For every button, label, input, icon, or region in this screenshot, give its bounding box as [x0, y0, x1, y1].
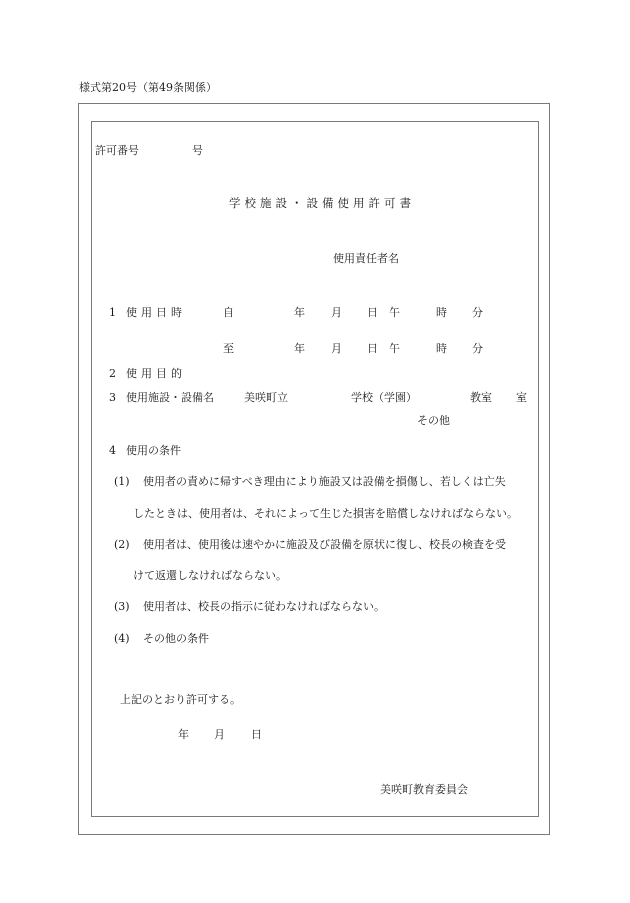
section2-number: 2	[109, 367, 116, 380]
section1-number: 1	[109, 306, 116, 319]
approval-year: 年	[178, 728, 189, 741]
from-month: 月	[331, 306, 342, 319]
other-facility-label: その他	[417, 414, 450, 427]
section1-label: 使用日時	[126, 306, 186, 319]
permit-number-label: 許可番号	[95, 144, 139, 157]
permit-number-suffix: 号	[192, 144, 203, 157]
approval-statement: 上記のとおり許可する。	[120, 693, 241, 706]
from-hour: 時	[436, 306, 447, 319]
to-prefix: 至	[223, 342, 234, 355]
classroom-label: 教室	[470, 391, 492, 404]
form-number-label: 様式第20号（第49条関係）	[79, 81, 217, 94]
condition-3-number: (3)	[114, 600, 130, 613]
condition-4-line1: その他の条件	[143, 632, 209, 645]
condition-2-number: (2)	[114, 538, 130, 551]
condition-2-line2: けて返還しなければならない。	[133, 569, 287, 582]
school-label: 学校（学園）	[351, 391, 417, 404]
from-day: 日	[367, 306, 378, 319]
from-year: 年	[294, 306, 305, 319]
document-title: 学校施設・設備使用許可書	[229, 196, 415, 210]
to-ampm: 午	[389, 342, 400, 355]
to-day: 日	[367, 342, 378, 355]
inner-border	[91, 121, 539, 817]
condition-3-line1: 使用者は、校長の指示に従わなければならない。	[143, 600, 385, 613]
responsible-person-label: 使用責任者名	[333, 252, 399, 265]
town-name: 美咲町立	[244, 391, 288, 404]
section4-label: 使用の条件	[126, 444, 181, 457]
approval-day: 日	[251, 728, 262, 741]
section3-label: 使用施設・設備名	[126, 391, 214, 404]
condition-1-line2: したときは、使用者は、それによって生じた損害を賠償しなければならない。	[133, 507, 518, 520]
condition-4-number: (4)	[114, 632, 130, 645]
room-label: 室	[516, 391, 527, 404]
to-hour: 時	[436, 342, 447, 355]
to-month: 月	[331, 342, 342, 355]
section4-number: 4	[109, 444, 116, 457]
from-ampm: 午	[389, 306, 400, 319]
section3-number: 3	[109, 391, 116, 404]
from-prefix: 自	[223, 306, 234, 319]
issuer-name: 美咲町教育委員会	[380, 783, 468, 796]
condition-1-number: (1)	[114, 475, 130, 488]
condition-1-line1: 使用者の責めに帰すべき理由により施設又は設備を損傷し、若しくは亡失	[143, 475, 506, 488]
approval-month: 月	[214, 728, 225, 741]
condition-2-line1: 使用者は、使用後は速やかに施設及び設備を原状に復し、校長の検査を受	[143, 538, 506, 551]
section2-label: 使用目的	[126, 367, 186, 380]
to-year: 年	[294, 342, 305, 355]
to-minute: 分	[472, 342, 483, 355]
from-minute: 分	[472, 306, 483, 319]
